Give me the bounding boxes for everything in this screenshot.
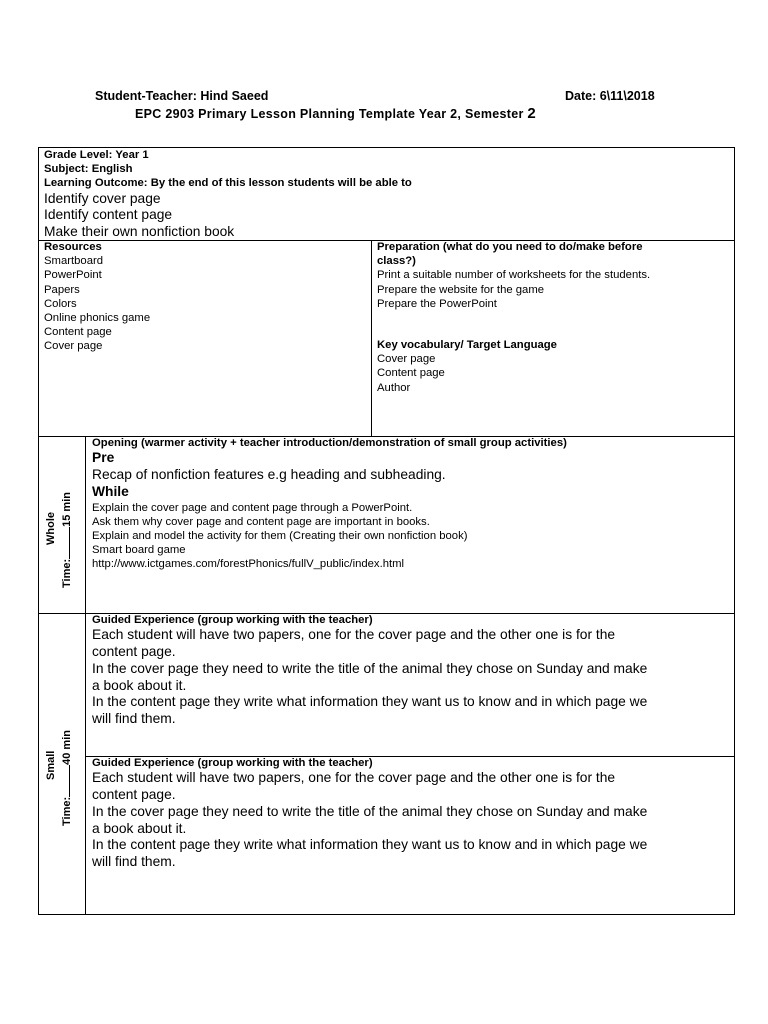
resource-item: Online phonics game	[44, 312, 151, 325]
while-item: Ask them why cover page and content page are important in books.	[92, 515, 430, 528]
student-teacher-label: Student-Teacher: Hind Saeed	[95, 89, 269, 103]
preparation-item: Print a suitable number of worksheets for the students.	[377, 269, 651, 282]
time-underline	[69, 527, 70, 559]
while-item: Explain the cover page and content page through a PowerPoint.	[92, 501, 413, 514]
time-prefix: Time:	[61, 558, 73, 588]
divider-resources	[371, 240, 372, 436]
guided-heading: Guided Experience (group working with the teacher)	[92, 614, 373, 626]
vocabulary-cell	[377, 338, 557, 395]
guided-line: Each student will have two papers, one for the cover page and the other one is for the	[92, 627, 616, 643]
opening-heading: Opening (warmer activity + teacher introduction/demonstration of small group activities)	[92, 437, 567, 449]
outcome-item: Make their own nonfiction book	[44, 224, 235, 240]
resources-label: Resources	[44, 241, 102, 253]
grade-level: Grade Level: Year 1	[44, 149, 149, 161]
resource-item: Content page	[44, 326, 112, 339]
preparation-item: Prepare the PowerPoint	[377, 297, 497, 310]
divider-time-column	[85, 436, 86, 915]
guided-experience-2	[92, 756, 647, 871]
resource-item: Smartboard	[44, 255, 104, 268]
preparation-label-cont: class?)	[377, 255, 416, 268]
vocabulary-item: Author	[377, 381, 411, 394]
time-value: 15 min	[61, 492, 73, 527]
guided-line: a book about it.	[92, 677, 187, 693]
guided-line: In the content page they write what information they want us to know and in which page we	[92, 694, 648, 710]
guided-line: a book about it.	[92, 820, 187, 836]
while-item: Smart board game	[92, 544, 186, 557]
guided-line: In the content page they write what information they want us to know and in which page we	[92, 837, 648, 853]
while-item: Explain and model the activity for them (Creating their own nonfiction book)	[92, 530, 468, 542]
guided-line: In the cover page they need to write the title of the animal they chose on Sunday and make	[92, 803, 648, 819]
vocabulary-item: Content page	[377, 367, 445, 380]
guided-experience-1	[92, 613, 647, 728]
guided-line: will find them.	[92, 854, 176, 870]
guided-line: content page.	[92, 644, 176, 659]
while-label: While	[92, 483, 129, 499]
lesson-info	[44, 148, 412, 241]
guided-line: In the cover page they need to write the title of the animal they chose on Sunday and make	[92, 660, 648, 676]
small-time-label	[61, 730, 73, 826]
pre-label: Pre	[92, 450, 115, 466]
outcome-item: Identify cover page	[44, 190, 161, 206]
pre-text: Recap of nonfiction features e.g heading and subheading.	[92, 467, 446, 482]
date-label: Date: 6\11\2018	[565, 89, 655, 103]
resource-item: Cover page	[44, 340, 103, 353]
time-value: 40 min	[61, 730, 73, 765]
guided-line: will find them.	[92, 711, 176, 727]
small-group-label: Small	[45, 750, 57, 780]
resource-item: Colors	[44, 297, 77, 310]
whole-group-label: Whole	[45, 512, 57, 545]
title-semester-number: 2	[527, 105, 537, 122]
guided-line: Each student will have two papers, one for the cover page and the other one is for the	[92, 770, 616, 786]
vocabulary-label: Key vocabulary/ Target Language	[377, 339, 557, 351]
preparation-item: Prepare the website for the game	[377, 283, 545, 296]
resource-item: PowerPoint	[44, 269, 102, 282]
outcome-item: Identify content page	[44, 207, 173, 223]
time-underline	[69, 765, 70, 797]
game-link: http://www.ictgames.com/forestPhonics/fullV_public/index.html	[92, 558, 405, 571]
subject: Subject: English	[44, 163, 133, 176]
guided-heading: Guided Experience (group working with the teacher)	[92, 757, 373, 769]
time-prefix: Time:	[61, 796, 73, 826]
whole-time-label	[61, 492, 73, 588]
title-main: EPC 2903 Primary Lesson Planning Template Year 2, Semester	[135, 107, 524, 121]
preparation-label: Preparation (what do you need to do/make before	[377, 241, 643, 253]
page-title	[135, 105, 536, 122]
opening-cell	[92, 436, 567, 572]
guided-line: content page.	[92, 787, 176, 802]
preparation-cell	[377, 240, 650, 311]
vocabulary-item: Cover page	[377, 353, 436, 366]
resources-cell	[44, 240, 150, 354]
learning-outcome-label: Learning Outcome: By the end of this lesson students will be able to	[44, 177, 412, 190]
resource-item: Papers	[44, 283, 80, 296]
